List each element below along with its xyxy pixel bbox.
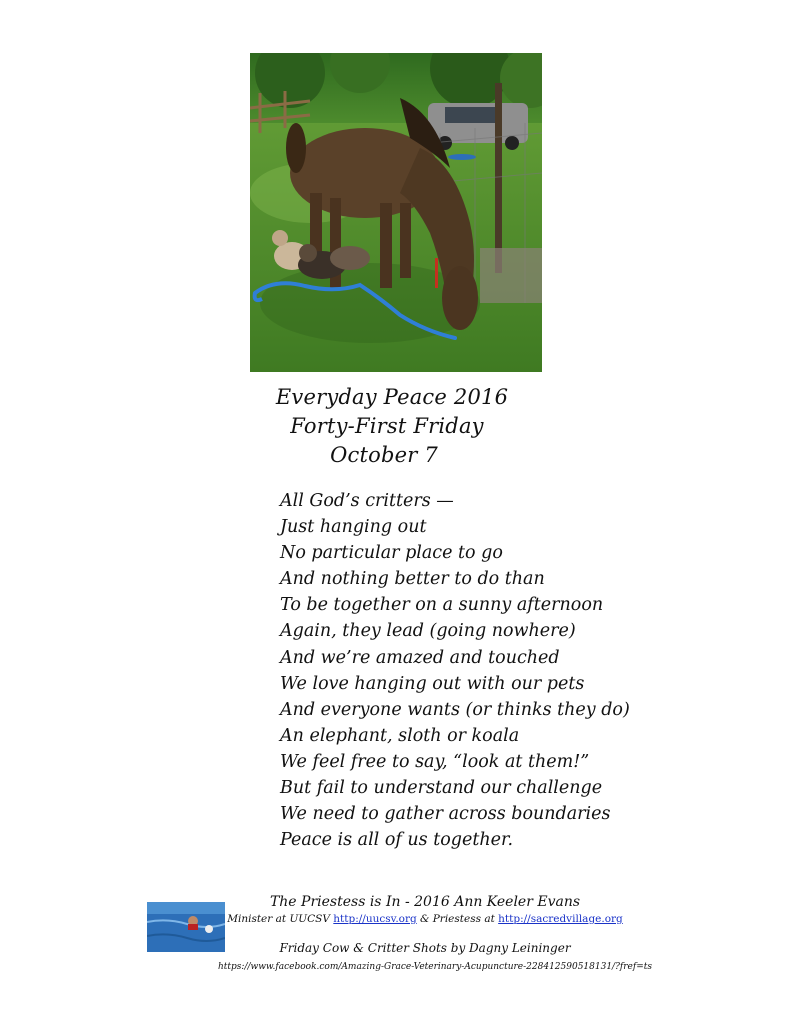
uucsv-link[interactable]: http://uucsv.org — [333, 913, 417, 925]
poem-line: Just hanging out — [280, 517, 427, 538]
priestess-prefix: & Priestess at — [416, 913, 499, 925]
poem-line: We love hanging out with our pets — [280, 673, 585, 694]
poem-line: And we’re amazed and touched — [280, 647, 560, 668]
facebook-url: https://www.facebook.com/Amazing-Grace-Veterinary-Acupuncture-228412590518131/?fref=ts — [218, 962, 652, 972]
photo-credit: Friday Cow & Critter Shots by Dagny Leininger — [279, 941, 571, 955]
title-line-1: Everyday Peace 2016 — [275, 385, 509, 409]
title-date: October 7 — [330, 443, 438, 467]
poem-line: And nothing better to do than — [280, 569, 545, 590]
poem-line: We feel free to say, “look at them!” — [280, 751, 590, 772]
title-line-2: Forty-First Friday — [290, 414, 484, 438]
footer-minister-line — [210, 913, 640, 925]
poem-line: An elephant, sloth or koala — [280, 725, 520, 746]
footer-title: The Priestess is In - 2016 Ann Keeler Evans — [269, 894, 581, 910]
poem-line: And everyone wants (or thinks they do) — [280, 699, 630, 720]
poem-line: No particular place to go — [280, 543, 503, 564]
poem — [280, 488, 630, 853]
poem-line: Peace is all of us together. — [280, 830, 514, 851]
minister-prefix: Minister at UUCSV — [227, 913, 334, 925]
poem-line: But fail to understand our challenge — [280, 778, 603, 799]
sacredvillage-link[interactable]: http://sacredvillage.org — [498, 913, 623, 925]
poem-line: Again, they lead (going nowhere) — [280, 621, 576, 642]
horse-and-dogs-photo — [250, 53, 542, 372]
poem-line: We need to gather across boundaries — [280, 804, 611, 825]
poem-line: To be together on a sunny afternoon — [280, 595, 604, 616]
poem-line: All God’s critters — — [280, 491, 454, 511]
